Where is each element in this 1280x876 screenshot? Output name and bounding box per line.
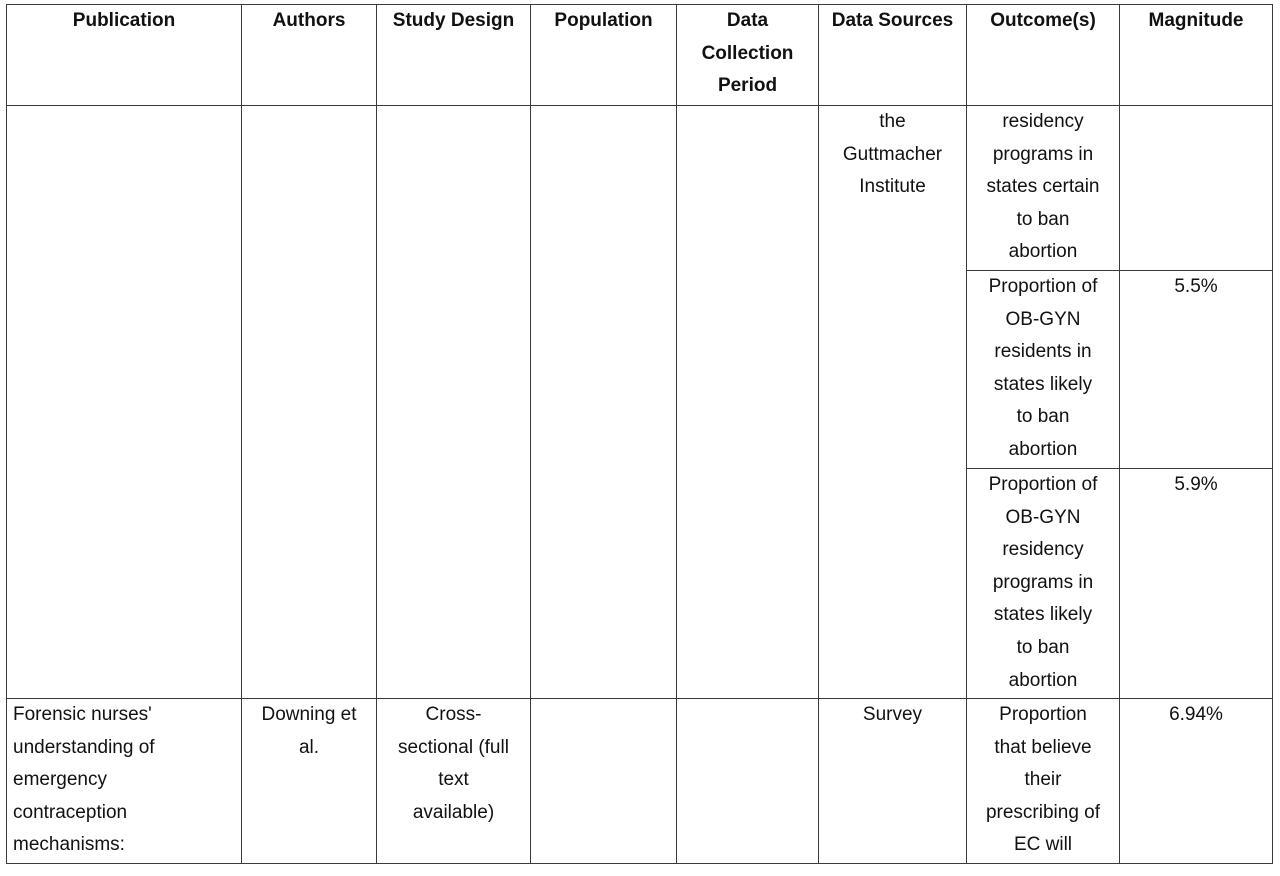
cell-text-line: mechanisms: xyxy=(13,834,125,856)
cell-text-line: Proportion of xyxy=(988,474,1098,495)
cell-text-line: Data xyxy=(726,10,769,31)
cell-text-line: Survey xyxy=(862,704,923,725)
cell-text-line: Guttmacher xyxy=(842,143,943,165)
table-row xyxy=(7,106,1273,271)
cell-text-line: to ban xyxy=(1016,406,1070,428)
cell-text-line: to ban xyxy=(1016,208,1070,230)
cell-text-line: to ban xyxy=(1016,636,1070,658)
header-study-design xyxy=(377,5,531,106)
cell-text-line: Outcome(s) xyxy=(990,10,1096,31)
cell-text-line: that believe xyxy=(994,736,1092,758)
cell-text-line: Study Design xyxy=(392,10,515,31)
cell-text-line: EC will xyxy=(1013,834,1073,856)
cont-outcome-2-cell xyxy=(967,271,1120,469)
cell-text-line: emergency xyxy=(13,769,107,791)
cell-text-line: abortion xyxy=(1008,438,1078,460)
cell-text-line: al. xyxy=(298,736,320,758)
cont-data-collection-cell xyxy=(677,106,819,699)
header-outcomes xyxy=(967,5,1120,106)
cell-text-line: Population xyxy=(554,10,653,31)
header-data-collection-period xyxy=(677,5,819,106)
cell-text-line: text xyxy=(438,769,469,791)
cell-text-line: states likely xyxy=(993,604,1093,626)
header-magnitude xyxy=(1120,5,1273,106)
cont-authors-cell xyxy=(242,106,377,699)
downing-magnitude-cell: 6.94% xyxy=(1120,699,1273,864)
cell-text-line: sectional (full xyxy=(398,736,509,758)
downing-data-collection-cell xyxy=(677,699,819,864)
cell-text-line: prescribing of xyxy=(985,801,1101,823)
cont-magnitude-3-cell: 5.9% xyxy=(1120,469,1273,699)
cell-text-line: Institute xyxy=(859,176,926,198)
downing-study-design-cell xyxy=(377,699,531,864)
cell-text-line: Proportion of xyxy=(988,276,1098,297)
cell-text-line: states likely xyxy=(993,373,1093,395)
cont-publication-cell xyxy=(7,106,242,699)
cell-text-line: Cross- xyxy=(425,704,482,725)
cell-text-line: OB-GYN xyxy=(1005,506,1081,528)
cont-outcome-1-cell xyxy=(967,106,1120,271)
cell-text-line: available) xyxy=(412,801,495,823)
cell-text-line: residency xyxy=(1002,111,1084,132)
cell-text-line: Downing et xyxy=(261,704,357,725)
downing-authors-cell xyxy=(242,699,377,864)
downing-publication-cell xyxy=(7,699,242,864)
downing-data-sources-cell xyxy=(819,699,967,864)
cell-text-line: Period xyxy=(717,75,778,97)
downing-population-cell xyxy=(531,699,677,864)
cell-text-line: their xyxy=(1024,769,1062,791)
evidence-table xyxy=(6,4,1273,864)
cont-magnitude-1-cell xyxy=(1120,106,1273,271)
cell-text-line: residency xyxy=(1002,539,1084,561)
cell-text-line: Collection xyxy=(701,42,794,64)
cell-text-line: residents in xyxy=(994,341,1092,363)
cell-text-line: understanding of xyxy=(13,736,155,758)
header-data-sources xyxy=(819,5,967,106)
cell-text-line: programs in xyxy=(992,571,1094,593)
cell-text-line: the xyxy=(879,111,906,132)
cell-text-line: Magnitude xyxy=(1148,10,1244,31)
cell-text-line: abortion xyxy=(1008,669,1078,691)
cell-text-line: Data Sources xyxy=(831,10,954,31)
header-row xyxy=(7,5,1273,106)
cell-text-line: OB-GYN xyxy=(1005,308,1081,330)
cell-text-line: programs in xyxy=(992,143,1094,165)
table-row xyxy=(7,699,1273,864)
cell-text-line: Authors xyxy=(272,10,346,31)
cell-text-line: Forensic nurses' xyxy=(13,704,152,725)
header-publication xyxy=(7,5,242,106)
cont-study-design-cell xyxy=(377,106,531,699)
cont-population-cell xyxy=(531,106,677,699)
cell-text-line: Proportion xyxy=(999,704,1087,725)
downing-outcome-cell xyxy=(967,699,1120,864)
cell-text-line: states certain xyxy=(986,176,1100,198)
cell-text-line: contraception xyxy=(13,801,128,823)
header-authors xyxy=(242,5,377,106)
cell-text-line: abortion xyxy=(1008,241,1078,263)
cell-text-line: Publication xyxy=(72,10,176,31)
cont-outcome-3-cell xyxy=(967,469,1120,699)
cont-data-sources-cell xyxy=(819,106,967,699)
cont-magnitude-2-cell: 5.5% xyxy=(1120,271,1273,469)
header-population xyxy=(531,5,677,106)
